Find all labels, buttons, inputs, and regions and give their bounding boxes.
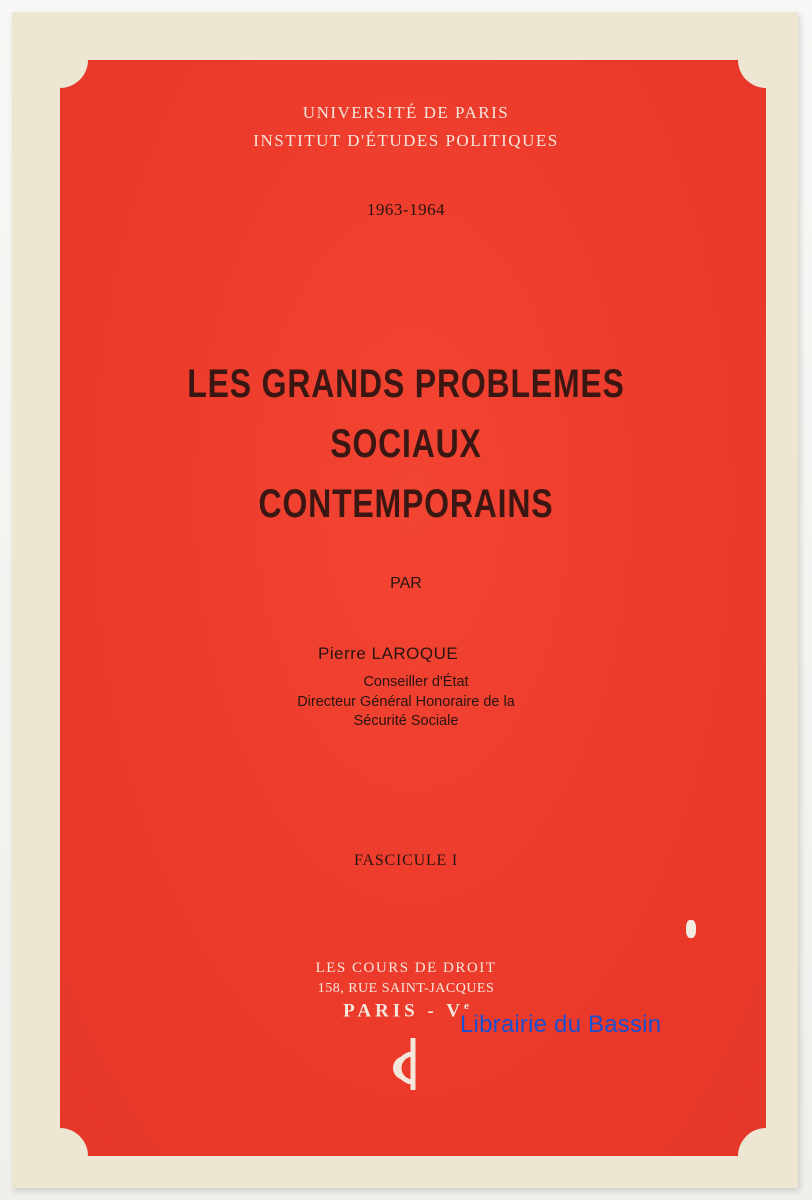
publisher-city-text: PARIS - V (343, 1000, 464, 1022)
book-title-line-1: LES GRANDS PROBLEMES (187, 362, 625, 406)
publisher-logo-icon (383, 1034, 429, 1094)
author-role-3: Sécurité Sociale (353, 713, 459, 729)
corner-cutout-bottom-right (738, 1128, 794, 1184)
author-name: Pierre LAROQUE (318, 644, 459, 663)
academic-years: 1963-1964 (366, 200, 446, 219)
university-name: UNIVERSITÉ DE PARIS (302, 103, 510, 122)
by-label: PAR (390, 575, 422, 592)
publisher-address: 158, RUE SAINT-JACQUES (317, 981, 495, 996)
cover-damage-spot (686, 920, 696, 938)
publisher-city-sup: e (463, 1000, 469, 1012)
author-role-2: Directeur Général Honoraire de la (297, 694, 515, 710)
fascicule-label: FASCICULE I (353, 852, 459, 869)
corner-cutout-bottom-left (32, 1128, 88, 1184)
book-title-line-2: SOCIAUX (330, 422, 482, 466)
publisher-name: LES COURS DE DROIT (315, 960, 497, 976)
institute-name: INSTITUT D'ÉTUDES POLITIQUES (253, 131, 559, 150)
corner-cutout-top-right (738, 32, 794, 88)
corner-cutout-top-left (32, 32, 88, 88)
book-title-line-3: CONTEMPORAINS (258, 482, 554, 526)
publisher-city (0, 1000, 812, 1022)
watermark-text: Librairie du Bassin (460, 1011, 662, 1038)
author-role-1: Conseiller d'État (363, 674, 469, 690)
